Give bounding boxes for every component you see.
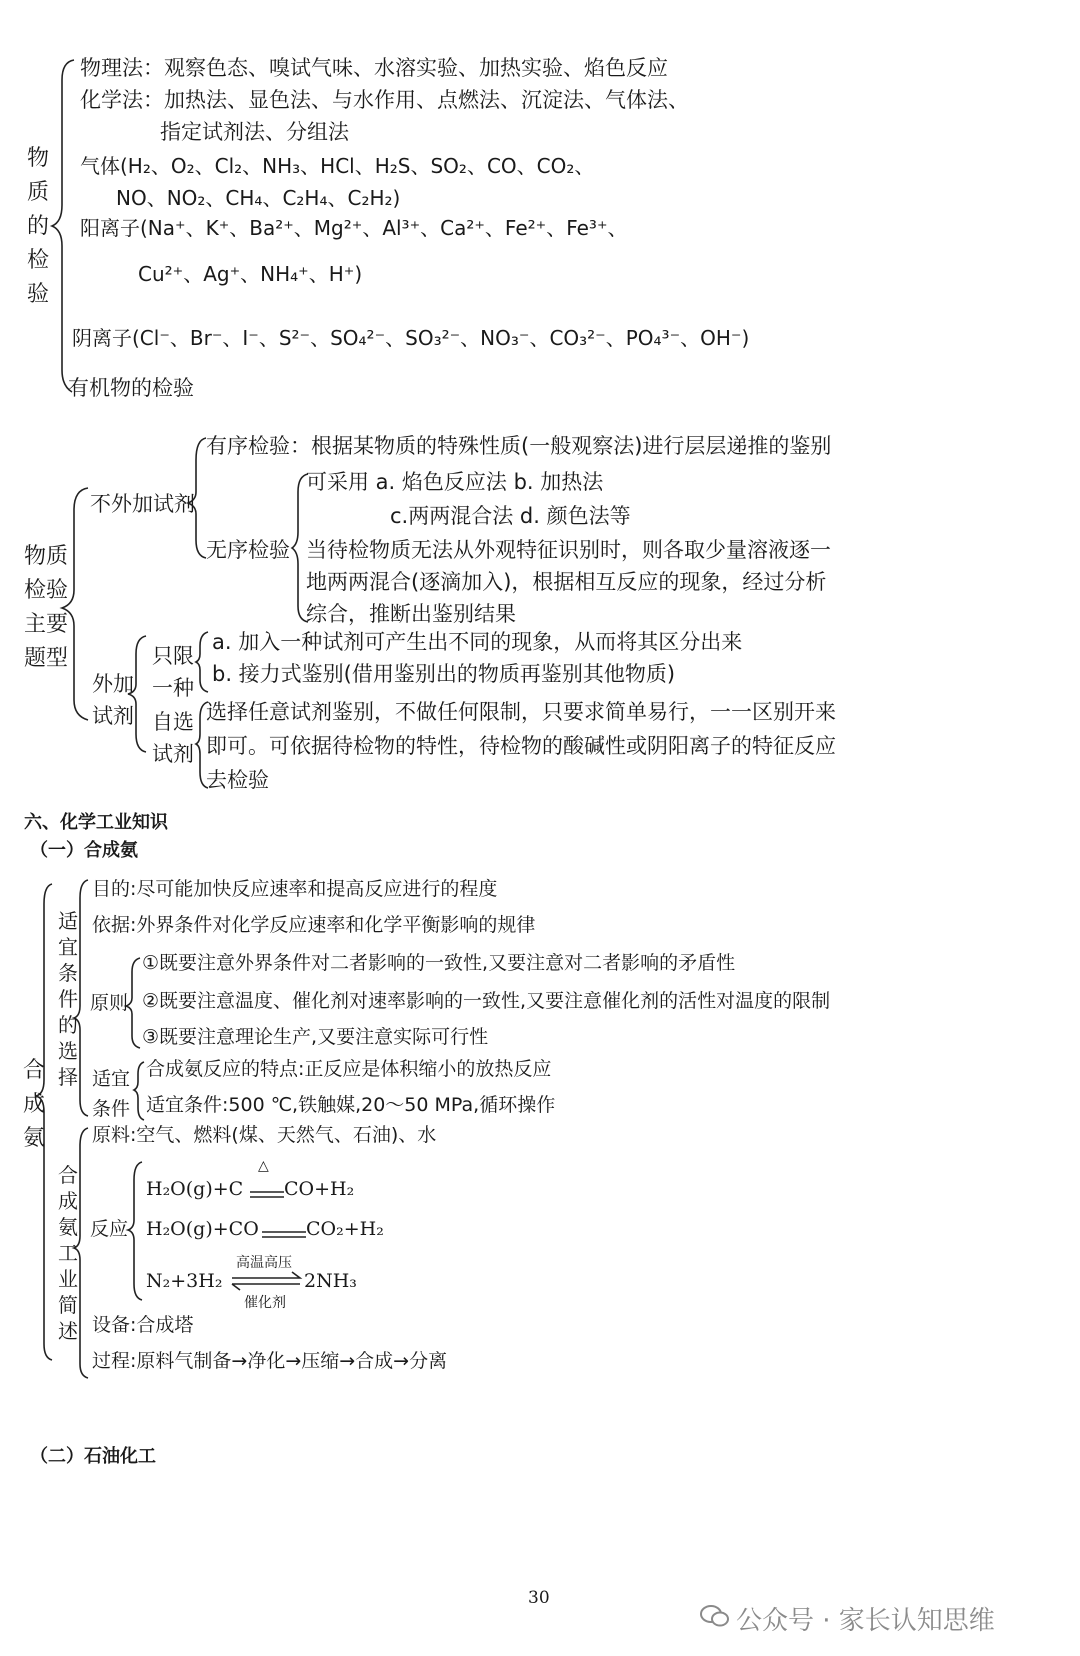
section6-sub1: （一）合成氨 (30, 840, 138, 861)
ordered-detection: 有序检验：根据某物质的特殊性质(一般观察法)进行层层递推的鉴别 (206, 434, 832, 458)
cation-line1: 阳离子(Na⁺、K⁺、Ba²⁺、Mg²⁺、Al³⁺、Ca²⁺、Fe²⁺、Fe³⁺、 (80, 216, 628, 240)
industry-summary-label (56, 1162, 80, 1344)
reaction-3-right: 2NH₃ (304, 1270, 357, 1292)
organic-detection: 有机物的检验 (68, 376, 194, 400)
root-line: 检验 (24, 578, 69, 603)
ind-char: 合 (58, 1163, 78, 1187)
chemical-method-line1: 化学法：加热法、显色法、与水作用、点燃法、沉淀法、气体法、 (80, 88, 689, 112)
ind-char: 成 (58, 1189, 78, 1213)
root-char: 物 (26, 146, 49, 171)
free-choice-line1: 选择任意试剂鉴别，不做任何限制，只要求简单易行，一一区别开来 (206, 700, 836, 724)
ammonia-root-char: 合 (22, 1058, 45, 1083)
physical-method: 物理法：观察色态、嗅试气味、水溶实验、加热实验、焰色反应 (80, 56, 668, 80)
suitable-cond-label (92, 1064, 138, 1124)
equipment: 设备:合成塔 (92, 1314, 194, 1336)
cond-char: 择 (58, 1065, 78, 1089)
wechat-icon (700, 1604, 730, 1628)
gas-line1: 气体(H₂、O₂、Cl₂、NH₃、HCl、H₂S、SO₂、CO、CO₂、 (80, 154, 595, 178)
only-one-b: b. 接力式鉴别(借用鉴别出的物质再鉴别其他物质) (212, 662, 676, 686)
reaction-3-condition-bottom: 催化剂 (244, 1295, 286, 1311)
ind-char: 述 (58, 1319, 78, 1343)
unordered-line1: 当待检物质无法从外观特征识别时，则各取少量溶液逐一 (306, 538, 831, 562)
ammonia-root-label (22, 1054, 46, 1156)
reaction-3-condition-top: 高温高压 (236, 1255, 292, 1271)
principle-2: ②既要注意温度、催化剂对速率影响的一致性,又要注意催化剂的活性对温度的限制 (142, 990, 831, 1012)
only-one-line: 只限 (152, 644, 194, 668)
reaction-1-condition: △ (258, 1158, 269, 1174)
types-root-label (24, 540, 74, 676)
basis: 依据:外界条件对化学反应速率和化学平衡影响的规律 (92, 914, 536, 936)
cond-char: 宜 (58, 935, 78, 959)
ind-char: 工 (58, 1241, 78, 1265)
watermark-text: 公众号 · 家长认知思维 (736, 1606, 995, 1636)
free-choice-label (152, 706, 198, 770)
unordered-line2: 地两两混合(逐滴加入)，根据相互反应的现象，经过分析 (306, 570, 827, 594)
only-one-a: a. 加入一种试剂可产生出不同的现象，从而将其区分出来 (212, 630, 743, 654)
root-char: 验 (26, 282, 49, 307)
root-char: 检 (26, 248, 49, 273)
reaction-label: 反应 (90, 1218, 129, 1240)
ind-char: 氨 (58, 1215, 78, 1239)
cond-char: 的 (58, 1013, 78, 1037)
root-char: 的 (26, 214, 49, 239)
page-number: 30 (528, 1588, 550, 1608)
suit-line: 条件 (92, 1098, 131, 1120)
suit-line: 适宜 (92, 1068, 131, 1090)
reaction-1-left: H₂O(g)+C (146, 1178, 244, 1200)
root-char: 质 (26, 180, 49, 205)
process: 过程:原料气制备→净化→压缩→合成→分离 (92, 1350, 448, 1372)
can-use-line2: c.两两混合法 d. 颜色法等 (390, 504, 631, 528)
principle-3: ③既要注意理论生产,又要注意实际可行性 (142, 1026, 489, 1048)
gas-line2: NO、NO₂、CH₄、C₂H₄、C₂H₂) (116, 186, 401, 210)
root-line: 题型 (24, 646, 69, 671)
cond-char: 件 (58, 987, 78, 1011)
cation-line2: Cu²⁺、Ag⁺、NH₄⁺、H⁺) (138, 262, 363, 286)
cond-char: 选 (58, 1039, 78, 1063)
root-line: 物质 (24, 544, 69, 569)
anion-line: 阴离子(Cl⁻、Br⁻、I⁻、S²⁻、SO₄²⁻、SO₃²⁻、NO₃⁻、CO₃²⁻、PO₄³⁻、OH⁻) (72, 326, 750, 350)
root-line: 主要 (24, 612, 69, 637)
condition-choice-label (56, 908, 80, 1090)
reagent-label (92, 668, 138, 732)
free-line: 自选 (152, 710, 194, 734)
chemical-method-line2: 指定试剂法、分组法 (160, 120, 349, 144)
no-reagent-label: 不外加试剂 (90, 492, 195, 516)
free-choice-line2: 即可。可依据待检物的特性，待检物的酸碱性或阴阳离子的特征反应 (206, 734, 836, 758)
principle-1: ①既要注意外界条件对二者影响的一致性,又要注意对二者影响的矛盾性 (142, 952, 736, 974)
ind-char: 业 (58, 1267, 78, 1291)
section6-title: 六、化学工业知识 (24, 812, 168, 833)
cond-char: 适 (58, 909, 78, 933)
ind-char: 简 (58, 1293, 78, 1317)
unordered-label: 无序检验 (206, 538, 290, 562)
section6-sub2: （二）石油化工 (30, 1446, 156, 1467)
ammonia-root-char: 成 (22, 1092, 45, 1117)
unordered-line3: 综合，推断出鉴别结果 (306, 602, 516, 626)
principle-label: 原则 (90, 992, 129, 1014)
cond-char: 条 (58, 961, 78, 985)
detection-root-label (26, 142, 50, 312)
only-one-label (152, 640, 198, 704)
can-use-line1: 可采用 a. 焰色反应法 b. 加热法 (306, 470, 604, 494)
ammonia-root-char: 氨 (22, 1126, 45, 1151)
free-choice-line3: 去检验 (206, 768, 269, 792)
reaction-1-right: CO+H₂ (284, 1178, 355, 1200)
reaction-2-left: H₂O(g)+CO (146, 1218, 259, 1240)
reaction-feature: 合成氨反应的特点:正反应是体积缩小的放热反应 (146, 1058, 552, 1080)
reaction-2-right: CO₂+H₂ (306, 1218, 384, 1240)
raw-materials: 原料:空气、燃料(煤、天然气、石油)、水 (92, 1124, 437, 1146)
only-one-line: 一种 (152, 676, 194, 700)
free-line: 试剂 (152, 742, 194, 766)
suitable-conditions: 适宜条件:500 ℃,铁触媒,20～50 MPa,循环操作 (146, 1094, 556, 1116)
purpose: 目的:尽可能加快反应速率和提高反应进行的程度 (92, 878, 498, 900)
reagent-line: 试剂 (92, 704, 134, 728)
reagent-line: 外加 (92, 672, 134, 696)
reaction-3-left: N₂+3H₂ (146, 1270, 223, 1292)
